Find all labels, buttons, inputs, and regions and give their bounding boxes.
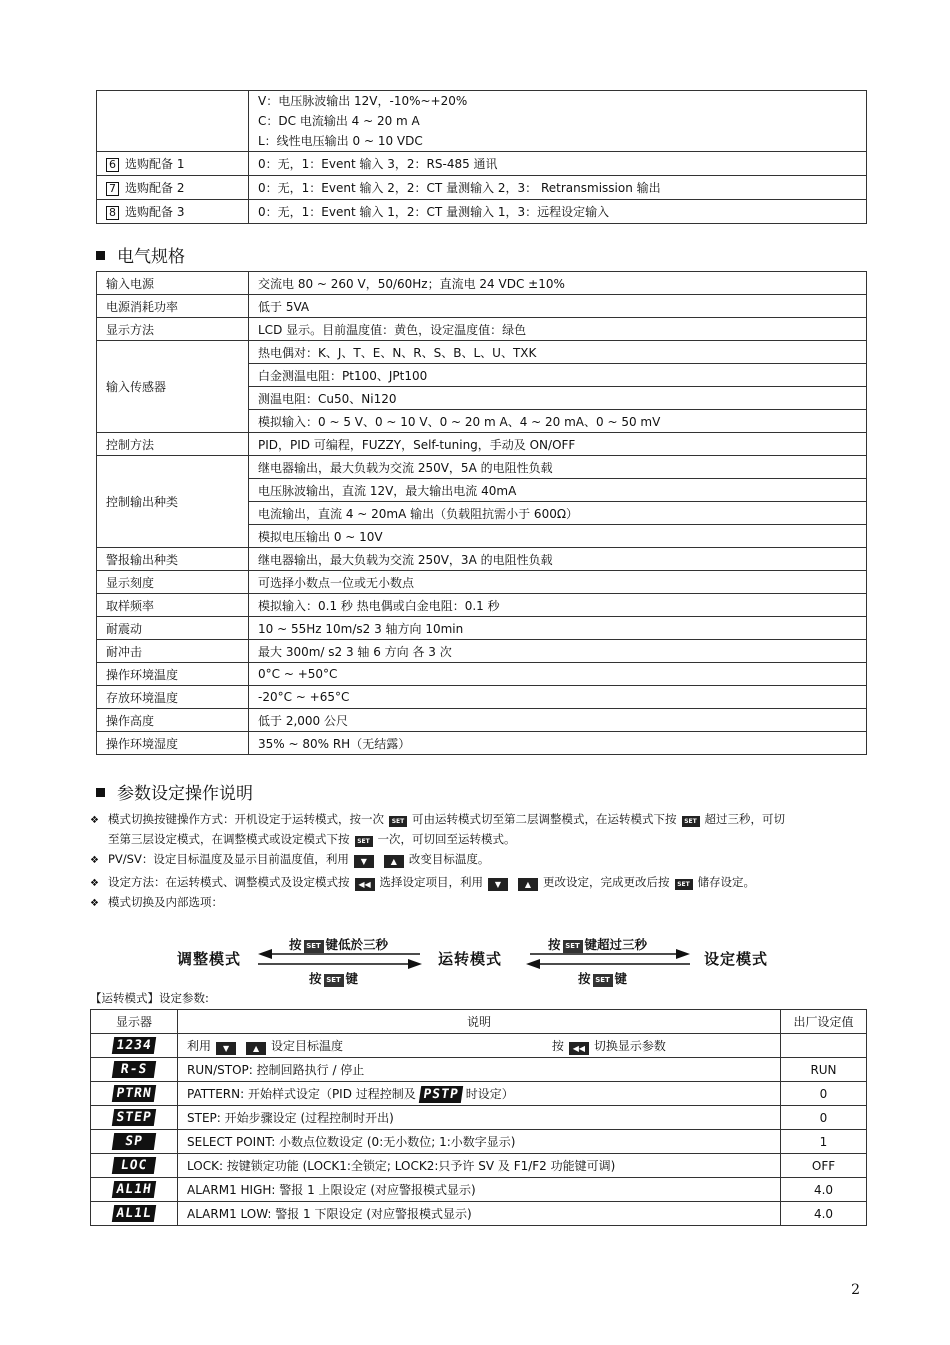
note-mode-options (90, 893, 870, 913)
mode-setting-label: 设定模式 (704, 950, 769, 968)
param-default: 0 (781, 1106, 867, 1130)
param-default: OFF (781, 1154, 867, 1178)
mode-arrows-diagram (250, 948, 695, 972)
note-text: 设定方法：在运转模式、调整模式及设定模式按 (108, 875, 350, 889)
option-1-value: 0：无，1：Event 输入 3，2：RS-485 通讯 (249, 152, 867, 176)
label-text: 键超过三秒 (584, 937, 648, 952)
param-desc: ALARM1 LOW: 警报 1 下限设定 (对应警报模式显示) (178, 1202, 781, 1226)
lcd-display: AL1H (112, 1181, 156, 1198)
lcd-cell (91, 1106, 178, 1130)
lcd-display: PSTP (419, 1086, 463, 1103)
set-key-icon: SET (593, 974, 613, 987)
param-table-caption: 【运转模式】设定参数: (90, 991, 209, 1005)
square-bullet-icon (96, 251, 105, 260)
desc-text: 设定目标温度 (271, 1038, 344, 1053)
arrow-run-to-adjust (258, 949, 420, 959)
spec-value: 0°C ~ +50°C (249, 663, 867, 686)
arrow-setting-to-run (526, 959, 690, 969)
set-key-icon: SET (389, 816, 407, 827)
lcd-cell (91, 1202, 178, 1226)
desc-text: 切换显示参数 (593, 1038, 666, 1053)
spec-value: 35% ~ 80% RH（无结露） (249, 732, 867, 755)
option-number-badge: 8 (106, 206, 119, 220)
lcd-display: R-S (112, 1061, 156, 1078)
desc-text: 利用 (187, 1038, 212, 1053)
lcd-cell (91, 1058, 178, 1082)
param-default: 4.0 (781, 1202, 867, 1226)
param-default: 1 (781, 1130, 867, 1154)
note-text: 模式切换按键操作方式：开机设定于运转模式，按一次 (108, 812, 384, 826)
option-3-value: 0：无，1：Event 输入 1，2：CT 量测输入 1，3：远程设定输入 (249, 200, 867, 224)
run-mode-param-table (90, 1009, 867, 1226)
label-text: 按 (548, 937, 561, 952)
arrow-adjust-to-run (258, 959, 422, 969)
param-default: RUN (781, 1058, 867, 1082)
note-text: 至第三层设定模式，在调整模式或设定模式下按 (108, 832, 350, 846)
diamond-bullet-icon: ❖ (90, 878, 99, 889)
label-text: 键低於三秒 (325, 937, 389, 952)
operation-heading-text: 参数设定操作说明 (117, 784, 253, 804)
output-line-c: C：DC 电流输出 4 ~ 20 m A (258, 114, 420, 128)
set-key-icon: SET (675, 879, 693, 890)
param-desc: ALARM1 HIGH: 警报 1 上限设定 (对应警报模式显示) (178, 1178, 781, 1202)
spec-label: 电源消耗功率 (97, 295, 249, 318)
note-text: 改变目标温度。 (408, 852, 490, 866)
table-row (91, 1106, 867, 1130)
spec-value: 电压脉波输出，直流 12V，最大输出电流 40mA (249, 479, 867, 502)
spec-value: 最大 300m/ s2 3 轴 6 方向 各 3 次 (249, 640, 867, 663)
spec-label: 警报输出种类 (97, 548, 249, 571)
lcd-cell (91, 1082, 178, 1106)
col-header-display: 显示器 (91, 1010, 178, 1034)
param-default (781, 1034, 867, 1058)
option-number-badge: 7 (106, 182, 119, 196)
param-desc (178, 1034, 781, 1058)
note-text: 可由运转模式切至第二层调整模式，在运转模式下按 (412, 812, 677, 826)
table-row (91, 1082, 867, 1106)
note-pv-sv (90, 850, 870, 870)
note-text: 超过三秒，可切 (704, 812, 785, 826)
col-header-default: 出厂设定值 (781, 1010, 867, 1034)
option-2-value: 0：无，1：Event 输入 2，2：CT 量测输入 2，3： Retransmission 输出 (249, 176, 867, 200)
note-setting-method (90, 873, 870, 893)
option-2-label-cell (97, 176, 249, 200)
param-desc (178, 1082, 781, 1106)
up-arrow-key-icon: ▲ (384, 855, 404, 868)
lcd-cell (91, 1178, 178, 1202)
spec-value: 模拟输入：0 ~ 5 V、0 ~ 10 V、0 ~ 20 m A、4 ~ 20 mA、0 ~ 50 mV (249, 410, 867, 433)
option-number-badge: 6 (106, 158, 119, 172)
down-arrow-key-icon: ▼ (354, 855, 374, 868)
param-desc: SELECT POINT: 小数点位数设定 (0:无小数位; 1:小数字显示) (178, 1130, 781, 1154)
down-arrow-key-icon: ▼ (488, 878, 508, 891)
cycle-key-icon: ◀◀ (355, 878, 375, 891)
param-desc: LOCK: 按键锁定功能 (LOCK1:全锁定; LOCK2:只予许 SV 及 F1/F2 功能键可调) (178, 1154, 781, 1178)
cycle-key-icon: ◀◀ (569, 1042, 589, 1055)
spec-value: 10 ~ 55Hz 10m/s2 3 轴方向 10min (249, 617, 867, 640)
page-number: 2 (851, 1282, 860, 1298)
spec-value: 模拟电压输出 0 ~ 10V (249, 525, 867, 548)
note-text: 选择设定项目，利用 (379, 875, 483, 889)
spec-value: 继电器输出，最大负载为交流 250V，3A 的电阻性负载 (249, 548, 867, 571)
spec-value: 交流电 80 ~ 260 V，50/60Hz；直流电 24 VDC ±10% (249, 272, 867, 295)
label-text: 键 (614, 971, 628, 986)
table-row (91, 1202, 867, 1226)
spec-label: 存放环境温度 (97, 686, 249, 709)
label-text: 按 (578, 971, 591, 986)
option-label: 选购配备 2 (125, 181, 185, 195)
spec-label: 操作高度 (97, 709, 249, 732)
set-key-icon: SET (304, 940, 324, 953)
spec-label: 显示刻度 (97, 571, 249, 594)
table-row (91, 1130, 867, 1154)
table-row (91, 1034, 867, 1058)
output-line-l: L：线性电压输出 0 ~ 10 VDC (258, 134, 423, 148)
lcd-cell (91, 1154, 178, 1178)
spec-value: 模拟输入：0.1 秒 热电偶或白金电阻：0.1 秒 (249, 594, 867, 617)
mode-adjust-label: 调整模式 (177, 950, 242, 968)
electrical-heading-text: 电气规格 (117, 247, 185, 267)
set-key-icon: SET (563, 940, 583, 953)
arrow-run-to-setting (530, 949, 690, 959)
lcd-display: AL1L (112, 1205, 156, 1222)
lcd-cell (91, 1130, 178, 1154)
note-text: 储存设定。 (697, 875, 755, 889)
lcd-display: STEP (112, 1109, 156, 1126)
option-3-label-cell (97, 200, 249, 224)
lcd-cell (91, 1034, 178, 1058)
note-text: 模式切换及内部选项： (108, 895, 223, 909)
spec-value: LCD 显示。目前温度值：黄色，设定温度值：绿色 (249, 318, 867, 341)
param-default: 4.0 (781, 1178, 867, 1202)
output-line-v: V：电压脉波输出 12V，-10%~+20% (258, 94, 468, 108)
spec-value: 低于 2,000 公尺 (249, 709, 867, 732)
desc-text: PATTERN: 开始样式设定（PID 过程控制及 (187, 1086, 416, 1101)
label-text: 键 (345, 971, 359, 986)
spec-value: 电流输出，直流 4 ~ 20mA 输出（负载阻抗需小于 600Ω） (249, 502, 867, 525)
option-label: 选购配备 1 (125, 157, 185, 171)
square-bullet-icon (96, 788, 105, 797)
mode-run-label: 运转模式 (438, 950, 503, 968)
desc-text: 时设定） (465, 1086, 514, 1101)
spec-value: 白金测温电阻：Pt100、JPt100 (249, 364, 867, 387)
electrical-spec-table (96, 271, 867, 755)
col-header-desc: 说明 (178, 1010, 781, 1034)
lcd-display: 1234 (112, 1037, 156, 1054)
spec-value: 测温电阻：Cu50、Ni120 (249, 387, 867, 410)
lcd-display: SP (112, 1133, 156, 1150)
output-type-cell (249, 91, 867, 152)
spec-label: 耐震动 (97, 617, 249, 640)
note-mode-switch (90, 810, 870, 849)
desc-text: 按 (551, 1038, 564, 1053)
diamond-bullet-icon: ❖ (90, 855, 99, 866)
param-default: 0 (781, 1082, 867, 1106)
table-row (91, 1058, 867, 1082)
set-key-icon: SET (355, 836, 373, 847)
label-text: 按 (309, 971, 322, 986)
diamond-bullet-icon: ❖ (90, 898, 99, 909)
spec-label: 操作环境温度 (97, 663, 249, 686)
spec-value: 可选择小数点一位或无小数点 (249, 571, 867, 594)
spec-label: 耐冲击 (97, 640, 249, 663)
electrical-heading (96, 246, 185, 268)
lcd-display: PTRN (112, 1085, 156, 1102)
spec-value: 继电器输出，最大负载为交流 250V，5A 的电阻性负载 (249, 456, 867, 479)
options-table (96, 90, 867, 224)
set-key-icon: SET (682, 816, 700, 827)
spec-value: 低于 5VA (249, 295, 867, 318)
option-label: 选购配备 3 (125, 205, 185, 219)
spec-label: 显示方法 (97, 318, 249, 341)
option-1-label-cell (97, 152, 249, 176)
spec-label: 控制输出种类 (97, 456, 249, 548)
set-key-icon: SET (324, 974, 344, 987)
param-desc: RUN/STOP: 控制回路执行 / 停止 (178, 1058, 781, 1082)
label-text: 按 (289, 937, 302, 952)
spec-label: 输入电源 (97, 272, 249, 295)
param-desc: STEP: 开始步骤设定 (过程控制时开出) (178, 1106, 781, 1130)
spec-value: PID，PID 可编程，FUZZY，Self-tuning，手动及 ON/OFF (249, 433, 867, 456)
spec-label: 输入传感器 (97, 341, 249, 433)
table-row (91, 1154, 867, 1178)
up-arrow-key-icon: ▲ (518, 878, 538, 891)
options-blank-cell (97, 91, 249, 152)
note-text: 一次，可切回至运转模式。 (377, 832, 516, 846)
table-row (91, 1178, 867, 1202)
note-text: PV/SV：设定目标温度及显示目前温度值，利用 (108, 852, 349, 866)
lcd-display: LOC (112, 1157, 156, 1174)
spec-label: 取样频率 (97, 594, 249, 617)
up-arrow-key-icon: ▲ (246, 1042, 266, 1055)
spec-value: 热电偶对：K、J、T、E、N、R、S、B、L、U、TXK (249, 341, 867, 364)
note-text: 更改设定，完成更改后按 (543, 875, 670, 889)
down-arrow-key-icon: ▼ (216, 1042, 236, 1055)
spec-value: -20°C ~ +65°C (249, 686, 867, 709)
operation-heading (96, 783, 253, 805)
spec-label: 控制方法 (97, 433, 249, 456)
diamond-bullet-icon: ❖ (90, 815, 99, 826)
spec-label: 操作环境湿度 (97, 732, 249, 755)
